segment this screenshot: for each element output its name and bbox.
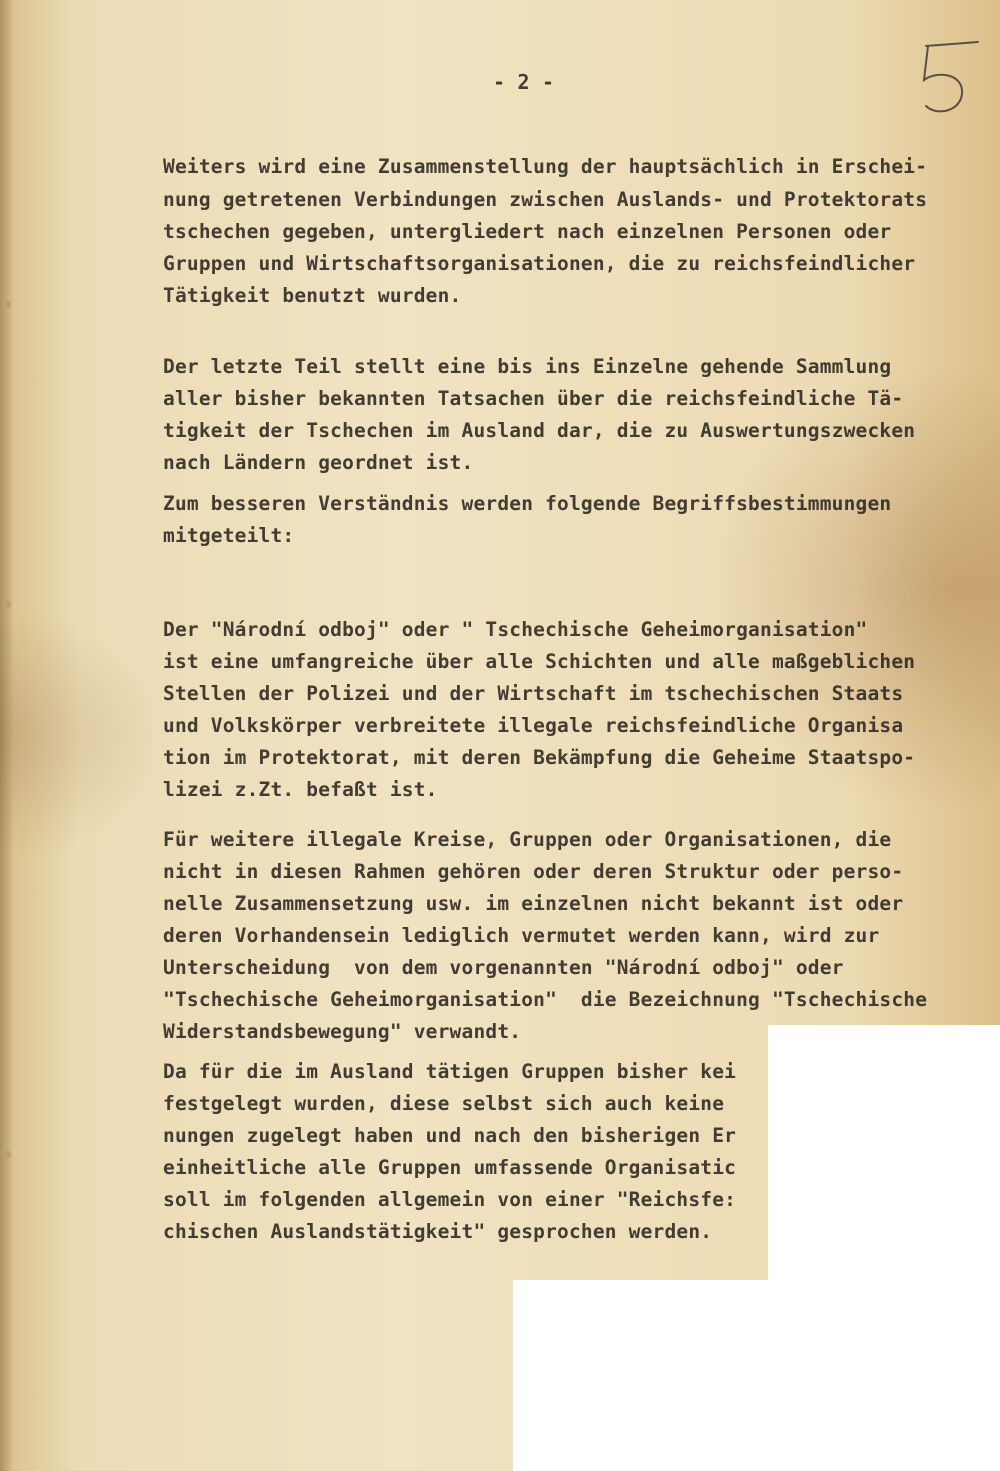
text-line: "Tschechische Geheimorganisation" die Bezeichnung "Tschechische xyxy=(163,988,928,1011)
text-line: Gruppen und Wirtschaftsorganisationen, die zu reichsfeindlicher xyxy=(163,252,916,275)
binding-edge xyxy=(0,0,14,1471)
text-line: ist eine umfangreiche über alle Schichten und alle maßgeblichen xyxy=(163,650,916,673)
text-line: nungen zugelegt haben und nach den bisherigen Er xyxy=(163,1124,737,1147)
text-line: Zum besseren Verständnis werden folgende Begriffsbestimmungen xyxy=(163,492,892,515)
text-line: Der "Národní odboj" oder " Tschechische Geheimorganisation" xyxy=(163,618,868,641)
text-line: nung getretenen Verbindungen zwischen Auslands- und Protektorats xyxy=(163,188,928,211)
text-line: Für weitere illegale Kreise, Gruppen oder Organisationen, die xyxy=(163,828,892,851)
text-line: Da für die im Ausland tätigen Gruppen bisher kei xyxy=(163,1060,737,1083)
text-line: Stellen der Polizei und der Wirtschaft im tschechischen Staats xyxy=(163,682,904,705)
text-line: Widerstandsbewegung" verwandt. xyxy=(163,1020,522,1043)
text-line: Unterscheidung von dem vorgenannten "Národní odboj" oder xyxy=(163,956,844,979)
punch-hole xyxy=(2,300,11,309)
text-line: nicht in diesen Rahmen gehören oder deren Struktur oder perso- xyxy=(163,860,904,883)
text-line: und Volkskörper verbreitete illegale reichsfeindliche Organisa xyxy=(163,714,904,737)
text-line: aller bisher bekannten Tatsachen über die reichsfeindliche Tä- xyxy=(163,387,904,410)
text-line: tigkeit der Tschechen im Ausland dar, die zu Auswertungszwecken xyxy=(163,419,916,442)
text-line: festgelegt wurden, diese selbst sich auch keine xyxy=(163,1092,725,1115)
text-line: einheitliche alle Gruppen umfassende Organisatic xyxy=(163,1156,737,1179)
text-line: lizei z.Zt. befaßt ist. xyxy=(163,778,438,801)
punch-hole xyxy=(2,1150,11,1159)
punch-hole xyxy=(2,600,11,609)
redaction-block xyxy=(513,1280,1000,1471)
text-line: Der letzte Teil stellt eine bis ins Einzelne gehende Sammlung xyxy=(163,355,892,378)
text-line: nach Ländern geordnet ist. xyxy=(163,451,474,474)
text-line: Weiters wird eine Zusammenstellung der hauptsächlich in Erschei- xyxy=(163,155,928,178)
text-line: mitgeteilt: xyxy=(163,524,295,547)
text-line: chischen Auslandstätigkeit" gesprochen werden. xyxy=(163,1220,713,1243)
text-line: nelle Zusammensetzung usw. im einzelnen nicht bekannt ist oder xyxy=(163,892,904,915)
text-line: tion im Protektorat, mit deren Bekämpfung die Geheime Staatspo- xyxy=(163,746,916,769)
redaction-block xyxy=(768,1025,1000,1280)
handwritten-annotation xyxy=(918,40,988,120)
text-line: Tätigkeit benutzt wurden. xyxy=(163,284,462,307)
text-line: deren Vorhandensein lediglich vermutet werden kann, wird zur xyxy=(163,924,880,947)
text-line: soll im folgenden allgemein von einer "Reichsfe: xyxy=(163,1188,737,1211)
page-number: - 2 - xyxy=(493,70,555,94)
text-line: tschechen gegeben, untergliedert nach einzelnen Personen oder xyxy=(163,220,892,243)
